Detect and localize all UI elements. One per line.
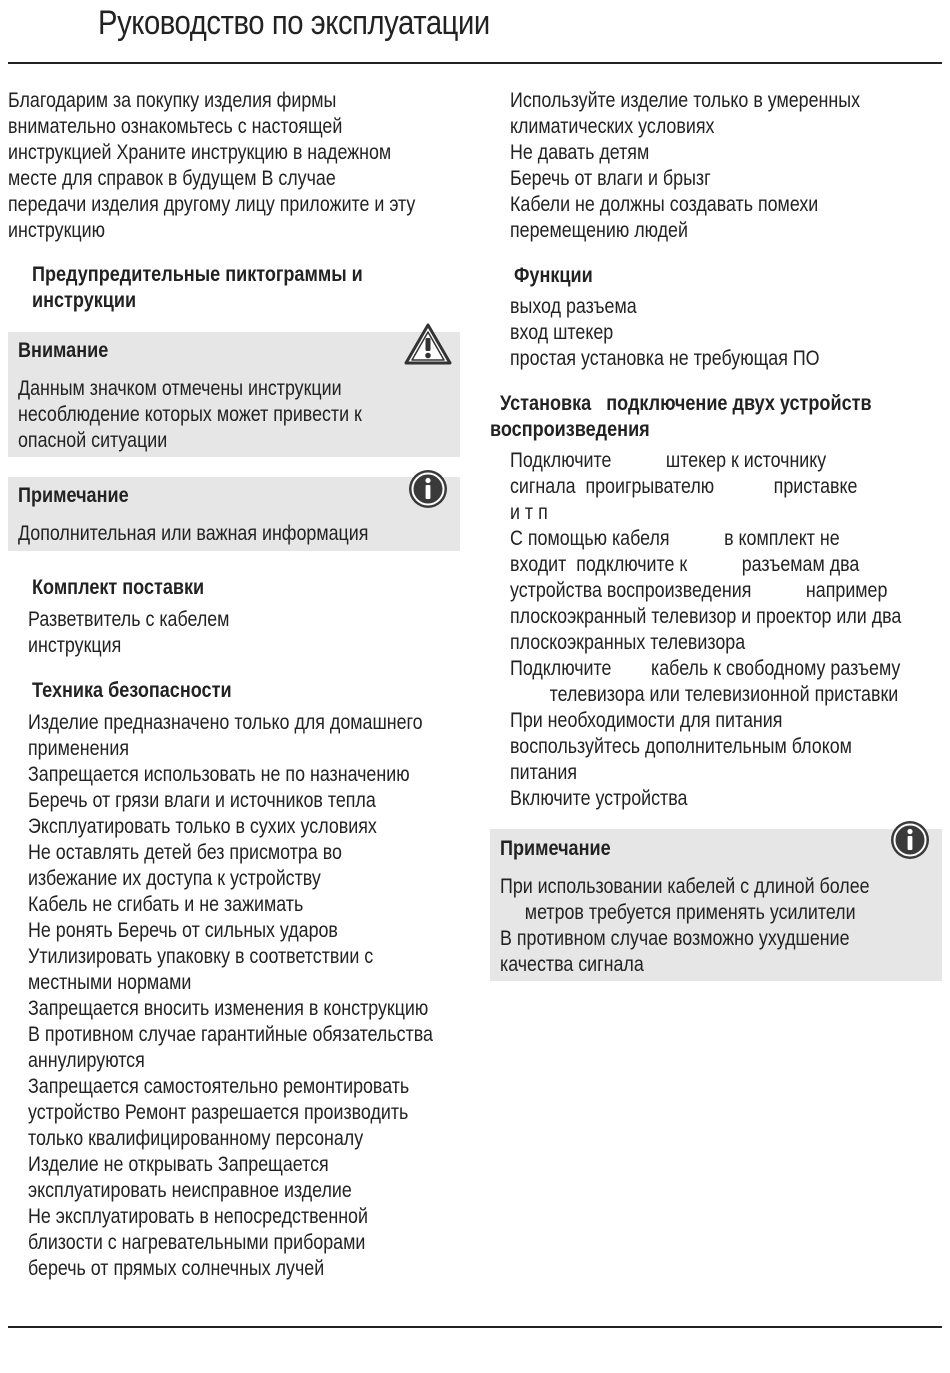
list-item: Беречь от грязи влаги и источников тепла	[28, 789, 376, 812]
list-item: простая установка не требующая ПО	[510, 347, 820, 370]
list-item: Не давать детям	[510, 141, 650, 164]
footer-divider	[8, 1326, 942, 1328]
list-item: эксплуатировать неисправное изделие	[28, 1179, 352, 1202]
text-line: качества сигнала	[500, 953, 644, 976]
list-item: телевизора или телевизионной приставки	[510, 683, 899, 706]
right-column	[490, 88, 942, 981]
list-item: плоскоэкранный телевизор и проектор или два	[510, 605, 902, 628]
section-heading: Предупредительные пиктограммы и	[32, 263, 363, 286]
list-item: аннулируются	[28, 1049, 145, 1072]
package-list	[8, 607, 463, 659]
list-item: воспользуйтесь дополнительным блоком	[510, 735, 852, 758]
list-item: Подключите кабель к свободному разъему	[510, 657, 901, 680]
list-item: Подключите штекер к источнику	[510, 449, 827, 472]
list-item: Беречь от влаги и брызг	[510, 167, 711, 190]
list-item: вход штекер	[510, 321, 614, 344]
safety-list	[8, 710, 463, 1282]
installation-steps	[490, 448, 942, 812]
info-icon	[407, 468, 449, 510]
text-line: При использовании кабелей с длиной более	[500, 875, 870, 898]
list-item: При необходимости для питания	[510, 709, 783, 732]
section-heading: Техника безопасности	[32, 679, 232, 702]
list-item: Запрещается использовать не по назначению	[28, 763, 410, 786]
list-item: В противном случае гарантийные обязательства	[28, 1023, 433, 1046]
page-title: Руководство по эксплуатации	[98, 4, 490, 42]
functions-list	[490, 294, 942, 372]
list-item: питания	[510, 761, 578, 784]
usage-list	[490, 88, 942, 244]
list-item: устройство Ремонт разрешается производить	[28, 1101, 409, 1124]
section-heading: Функции	[514, 264, 593, 287]
functions-section	[490, 263, 942, 289]
list-item: устройства воспроизведения например	[510, 579, 888, 602]
section-heading: воспроизведения	[490, 418, 650, 441]
list-item: выход разъема	[510, 295, 637, 318]
list-item: Изделие предназначено только для домашнего	[28, 711, 423, 734]
list-item: только квалифицированному персоналу	[28, 1127, 364, 1150]
text-line: несоблюдение которых может привести к	[18, 403, 362, 426]
left-column	[8, 88, 463, 1282]
list-item: входит подключите к разъемам два	[510, 553, 860, 576]
text-line: Благодарим за покупку изделия фирмы	[8, 89, 337, 112]
section-heading: Комплект поставки	[32, 576, 205, 599]
list-item: перемещению людей	[510, 219, 688, 242]
attention-title: Внимание	[18, 339, 109, 362]
text-line: передачи изделия другому лицу приложите и эту	[8, 193, 416, 216]
section-heading: инструкции	[32, 289, 137, 312]
text-line: месте для справок в будущем В случае	[8, 167, 336, 190]
list-item: Утилизировать упаковку в соответствии с	[28, 945, 374, 968]
text-line: внимательно ознакомьтесь с настоящей	[8, 115, 343, 138]
attention-box	[8, 332, 460, 457]
list-item: близости с нагревательными приборами	[28, 1231, 366, 1254]
text-line: В противном случае возможно ухудшение	[500, 927, 850, 950]
list-item: сигнала проигрывателю приставке	[510, 475, 858, 498]
list-item: Эксплуатировать только в сухих условиях	[28, 815, 377, 838]
text-line: Данным значком отмечены инструкции	[18, 377, 342, 400]
list-item: и т п	[510, 501, 548, 524]
note-box-installation	[490, 829, 942, 981]
note-title: Примечание	[500, 837, 611, 860]
list-item: Кабели не должны создавать помехи	[510, 193, 819, 216]
warning-triangle-icon	[404, 323, 452, 365]
info-icon	[889, 819, 931, 861]
text-line: Дополнительная или важная информация	[18, 522, 369, 545]
package-section	[8, 575, 463, 601]
intro-paragraph	[8, 88, 463, 244]
installation-heading	[490, 391, 942, 443]
list-item: инструкция	[28, 634, 122, 657]
list-item: С помощью кабеля в комплект не	[510, 527, 840, 550]
list-item: Разветвитель с кабелем	[28, 608, 230, 631]
list-item: применения	[28, 737, 130, 760]
section-heading: Установка подключение двух устройств	[490, 392, 872, 415]
list-item: избежание их доступа к устройству	[28, 867, 321, 890]
text-line: опасной ситуации	[18, 429, 168, 452]
header-divider	[8, 62, 942, 64]
list-item: Кабель не сгибать и не зажимать	[28, 893, 304, 916]
list-item: Не оставлять детей без присмотра во	[28, 841, 342, 864]
note-title: Примечание	[18, 484, 129, 507]
list-item: Не эксплуатировать в непосредственной	[28, 1205, 368, 1228]
list-item: климатических условиях	[510, 115, 715, 138]
safety-section	[8, 678, 463, 704]
list-item: Включите устройства	[510, 787, 688, 810]
list-item: Не ронять Беречь от сильных ударов	[28, 919, 338, 942]
list-item: Изделие не открывать Запрещается	[28, 1153, 329, 1176]
text-line: инструкцию	[8, 219, 105, 242]
warning-symbols-heading	[8, 262, 463, 314]
note-box	[8, 477, 460, 551]
text-line: инструкцией Храните инструкцию в надежном	[8, 141, 392, 164]
text-line: метров требуется применять усилители	[500, 901, 856, 924]
list-item: Запрещается самостоятельно ремонтировать	[28, 1075, 410, 1098]
list-item: плоскоэкранных телевизора	[510, 631, 746, 654]
list-item: местными нормами	[28, 971, 192, 994]
list-item: Запрещается вносить изменения в конструкцию	[28, 997, 429, 1020]
list-item: беречь от прямых солнечных лучей	[28, 1257, 325, 1280]
list-item: Используйте изделие только в умеренных	[510, 89, 861, 112]
